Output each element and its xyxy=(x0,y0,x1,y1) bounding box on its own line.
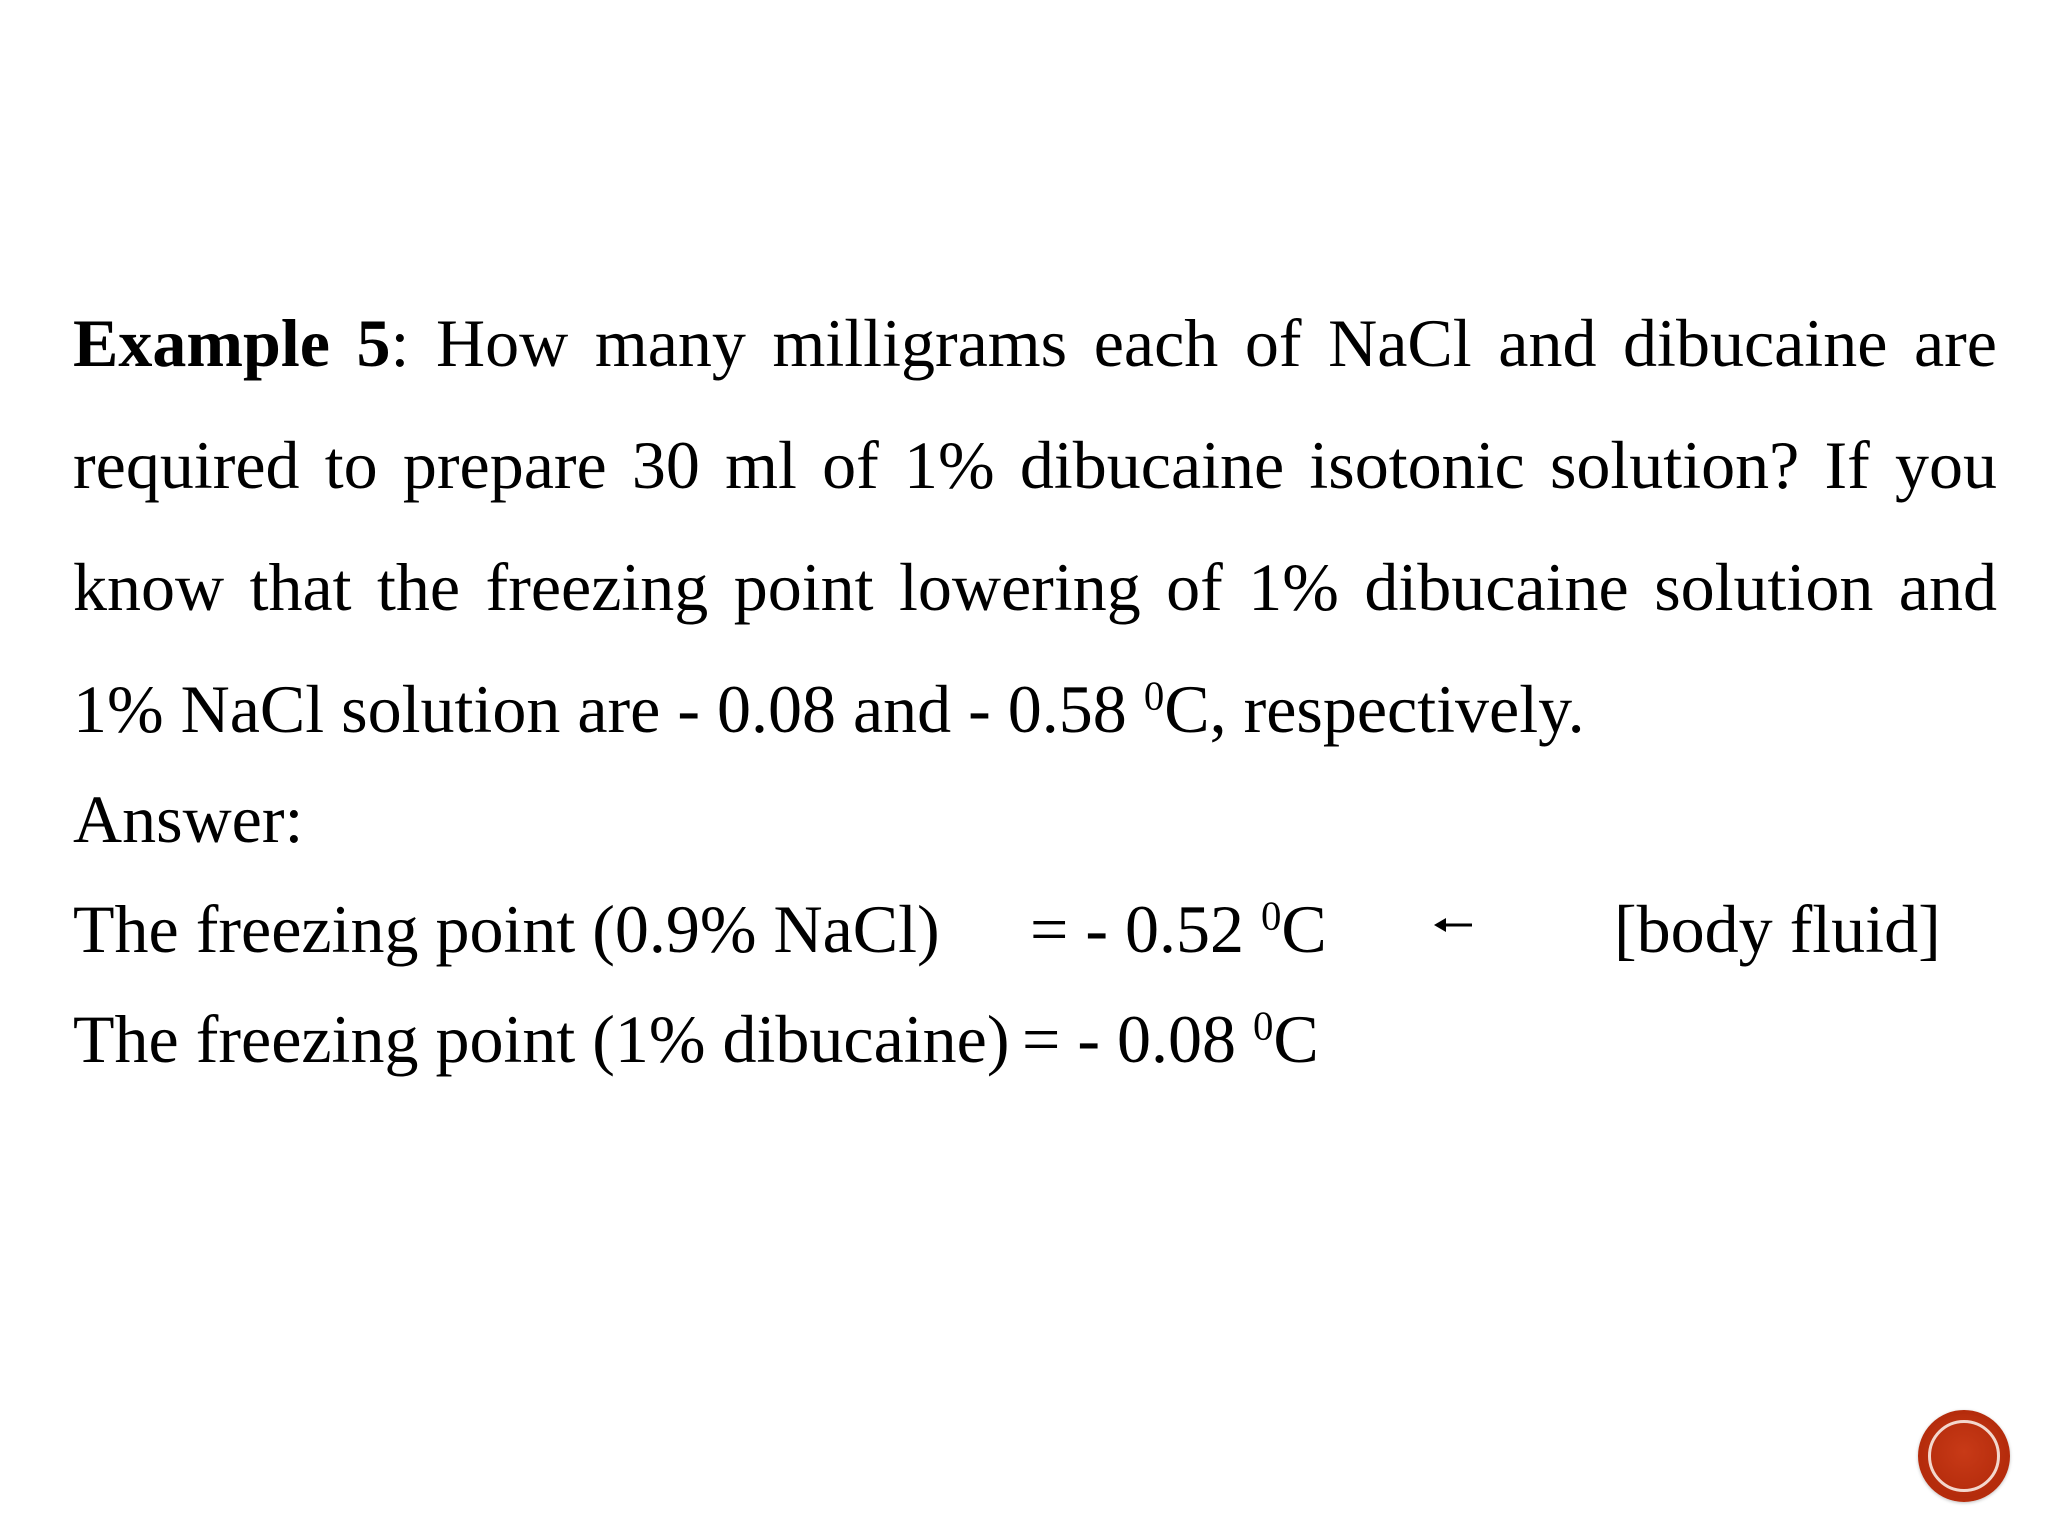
freezing-point-nacl-value xyxy=(1030,891,1327,967)
corner-circle-icon[interactable] xyxy=(1918,1410,2010,1502)
degree-superscript: 0 xyxy=(1253,1003,1274,1049)
question-paragraph xyxy=(73,282,1997,770)
question-text: How many milligrams each of NaCl and dibucaine are required to prepare 30 ml of 1% dibucaine isotonic solution? If you know that the freezing point lowering of 1% dibucaine solution and 1% NaCl solution are - 0.08 and - 0.58 xyxy=(73,305,1997,747)
value-text: = - 0.08 xyxy=(1022,1001,1253,1077)
value-text: = - 0.52 xyxy=(1030,891,1261,967)
freezing-point-nacl-label: The freezing point (0.9% NaCl) xyxy=(73,891,940,967)
body-fluid-note: [body fluid] xyxy=(1614,891,1941,967)
unit-text: C xyxy=(1273,1001,1319,1077)
question-colon: : xyxy=(390,305,410,381)
freezing-point-dibucaine-value xyxy=(1022,1001,1319,1077)
degree-superscript: 0 xyxy=(1261,893,1282,939)
degree-superscript: 0 xyxy=(1143,673,1165,719)
answer-label: Answer: xyxy=(73,781,304,857)
question-text-end: C, respectively. xyxy=(1164,671,1585,747)
unit-text: C xyxy=(1281,891,1327,967)
left-arrow-icon xyxy=(1432,905,1476,945)
example-label: Example 5 xyxy=(73,305,391,381)
freezing-point-dibucaine-label: The freezing point (1% dibucaine) xyxy=(73,1001,1010,1077)
